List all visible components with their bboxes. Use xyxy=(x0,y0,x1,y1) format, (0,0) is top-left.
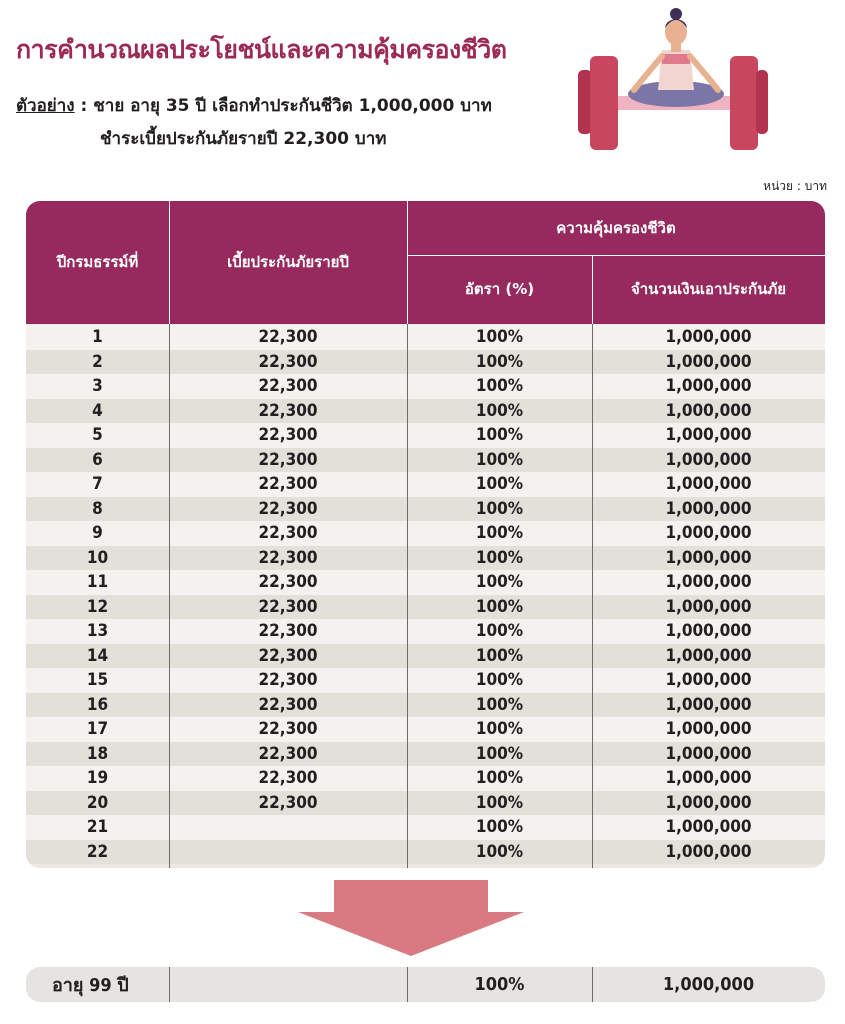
row-premium: 22,300 xyxy=(258,327,318,348)
row-premium: 22,300 xyxy=(258,547,318,568)
column-divider xyxy=(407,967,408,1002)
column-divider xyxy=(169,324,170,868)
table-row xyxy=(26,521,825,546)
row-amount: 1,000,000 xyxy=(665,425,752,446)
row-year: 17 xyxy=(86,719,109,740)
row-year: 6 xyxy=(92,449,103,470)
table-row xyxy=(26,791,825,816)
row-amount: 1,000,000 xyxy=(665,645,752,666)
footer-rate: 100% xyxy=(474,974,525,995)
table-row xyxy=(26,325,825,350)
example-line-1 xyxy=(16,92,492,119)
row-year: 1 xyxy=(92,327,103,348)
row-year: 5 xyxy=(92,425,103,446)
row-rate: 100% xyxy=(475,425,524,446)
table-row xyxy=(26,595,825,620)
table-row xyxy=(26,717,825,742)
row-rate: 100% xyxy=(475,449,524,470)
dumbbell-plate-right-outer xyxy=(756,70,768,134)
row-year: 20 xyxy=(86,792,109,813)
table-row xyxy=(26,815,825,840)
row-amount: 1,000,000 xyxy=(665,523,752,544)
table-body xyxy=(26,325,825,864)
row-amount: 1,000,000 xyxy=(665,670,752,691)
header-divider xyxy=(407,201,408,324)
row-premium: 22,300 xyxy=(258,351,318,372)
row-amount: 1,000,000 xyxy=(665,572,752,593)
down-arrow-shape xyxy=(298,880,524,956)
row-premium: 22,300 xyxy=(258,792,318,813)
table-row xyxy=(26,644,825,669)
header-divider xyxy=(407,255,825,256)
yoga-hair-bun xyxy=(670,8,682,20)
row-rate: 100% xyxy=(475,768,524,789)
row-rate: 100% xyxy=(475,376,524,397)
row-amount: 1,000,000 xyxy=(665,449,752,470)
row-year: 8 xyxy=(92,498,103,519)
row-amount: 1,000,000 xyxy=(665,400,752,421)
row-amount: 1,000,000 xyxy=(665,351,752,372)
row-premium: 22,300 xyxy=(258,596,318,617)
row-rate: 100% xyxy=(475,351,524,372)
row-premium: 22,300 xyxy=(258,523,318,544)
table-row xyxy=(26,350,825,375)
row-amount: 1,000,000 xyxy=(665,327,752,348)
row-amount: 1,000,000 xyxy=(665,596,752,617)
header-sum-insured: จำนวนเงินเอาประกันภัย xyxy=(630,280,787,298)
header-coverage: ความคุ้มครองชีวิต xyxy=(556,219,676,237)
down-arrow-icon xyxy=(298,880,524,956)
row-premium: 22,300 xyxy=(258,743,318,764)
row-premium: 22,300 xyxy=(258,719,318,740)
row-amount: 1,000,000 xyxy=(665,376,752,397)
row-rate: 100% xyxy=(475,743,524,764)
header-rate: อัตรา (%) xyxy=(464,280,535,298)
row-year: 12 xyxy=(86,596,109,617)
row-amount: 1,000,000 xyxy=(665,621,752,642)
row-year: 19 xyxy=(86,768,109,789)
example-text-2: ชำระเบี้ยประกันภัยรายปี 22,300 บาท xyxy=(100,129,387,149)
row-year: 14 xyxy=(86,645,109,666)
row-year: 11 xyxy=(86,572,109,593)
row-rate: 100% xyxy=(475,817,524,838)
row-amount: 1,000,000 xyxy=(665,547,752,568)
example-separator: : xyxy=(74,96,94,116)
dumbbell-plate-left-outer xyxy=(578,70,592,134)
row-premium: 22,300 xyxy=(258,572,318,593)
table-row xyxy=(26,448,825,473)
row-year: 18 xyxy=(86,743,109,764)
column-divider xyxy=(592,324,593,868)
row-premium: 22,300 xyxy=(258,449,318,470)
row-rate: 100% xyxy=(475,572,524,593)
row-rate: 100% xyxy=(475,694,524,715)
dumbbell-plate-right xyxy=(730,56,758,150)
row-year: 16 xyxy=(86,694,109,715)
header-divider xyxy=(169,201,170,324)
row-premium: 22,300 xyxy=(258,498,318,519)
row-rate: 100% xyxy=(475,400,524,421)
row-amount: 1,000,000 xyxy=(665,792,752,813)
row-premium: 22,300 xyxy=(258,768,318,789)
column-divider xyxy=(592,967,593,1002)
row-premium: 22,300 xyxy=(258,621,318,642)
row-year: 22 xyxy=(86,841,109,862)
table-row xyxy=(26,497,825,522)
row-rate: 100% xyxy=(475,645,524,666)
row-premium: 22,300 xyxy=(258,670,318,691)
row-amount: 1,000,000 xyxy=(665,719,752,740)
row-amount: 1,000,000 xyxy=(665,694,752,715)
row-year: 10 xyxy=(86,547,109,568)
table-row xyxy=(26,570,825,595)
row-premium: 22,300 xyxy=(258,694,318,715)
table-row xyxy=(26,840,825,865)
row-year: 13 xyxy=(86,621,109,642)
footer-label: อายุ 99 ปี xyxy=(52,975,129,996)
row-amount: 1,000,000 xyxy=(665,768,752,789)
row-year: 2 xyxy=(92,351,103,372)
row-amount: 1,000,000 xyxy=(665,743,752,764)
row-amount: 1,000,000 xyxy=(665,817,752,838)
row-premium: 22,300 xyxy=(258,645,318,666)
row-amount: 1,000,000 xyxy=(665,841,752,862)
table-row xyxy=(26,766,825,791)
table-row xyxy=(26,546,825,571)
footer-amount: 1,000,000 xyxy=(662,974,755,995)
row-amount: 1,000,000 xyxy=(665,498,752,519)
row-rate: 100% xyxy=(475,327,524,348)
row-premium: 22,300 xyxy=(258,376,318,397)
row-year: 3 xyxy=(92,376,103,397)
yoga-dumbbell-illustration xyxy=(572,4,772,154)
row-premium: 22,300 xyxy=(258,425,318,446)
header-premium: เบี้ยประกันภัยรายปี xyxy=(227,253,349,271)
row-year: 21 xyxy=(86,817,109,838)
table-row xyxy=(26,374,825,399)
row-rate: 100% xyxy=(475,498,524,519)
row-year: 15 xyxy=(86,670,109,691)
row-rate: 100% xyxy=(475,621,524,642)
row-rate: 100% xyxy=(475,596,524,617)
yoga-top-stripe xyxy=(662,54,690,64)
row-rate: 100% xyxy=(475,523,524,544)
table-row xyxy=(26,399,825,424)
table-row xyxy=(26,619,825,644)
example-label: ตัวอย่าง xyxy=(16,96,75,116)
unit-label: หน่วย : บาท xyxy=(763,179,827,193)
row-premium: 22,300 xyxy=(258,474,318,495)
example-text-1: ชาย อายุ 35 ปี เลือกทำประกันชีวิต 1,000,000 บาท xyxy=(93,96,492,116)
table-header xyxy=(26,201,825,324)
table-row xyxy=(26,693,825,718)
table-row xyxy=(26,423,825,448)
row-rate: 100% xyxy=(475,547,524,568)
dumbbell-plate-left xyxy=(590,56,618,150)
table-row xyxy=(26,668,825,693)
row-rate: 100% xyxy=(475,670,524,691)
row-rate: 100% xyxy=(475,719,524,740)
row-rate: 100% xyxy=(475,474,524,495)
page-title: การคำนวณผลประโยชน์และความคุ้มครองชีวิต xyxy=(16,35,507,64)
table-row xyxy=(26,472,825,497)
footer-summary-row xyxy=(26,967,825,1002)
column-divider xyxy=(407,324,408,868)
row-premium: 22,300 xyxy=(258,400,318,421)
row-year: 7 xyxy=(92,474,103,495)
row-year: 9 xyxy=(92,523,103,544)
table-row xyxy=(26,742,825,767)
benefit-table xyxy=(26,201,825,868)
column-divider xyxy=(169,967,170,1002)
row-year: 4 xyxy=(92,400,103,421)
row-amount: 1,000,000 xyxy=(665,474,752,495)
header-divider xyxy=(592,255,593,324)
row-rate: 100% xyxy=(475,841,524,862)
header-year: ปีกรมธรรม์ที่ xyxy=(56,253,139,271)
row-rate: 100% xyxy=(475,792,524,813)
